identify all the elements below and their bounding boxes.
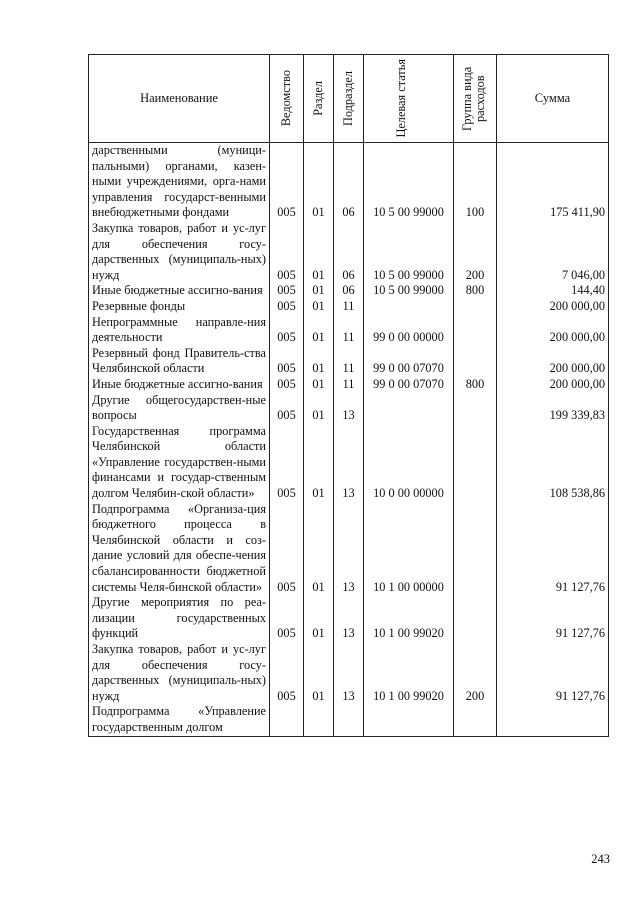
table-row [89, 704, 609, 736]
row-department: 005 [270, 595, 304, 642]
row-department: 005 [270, 346, 304, 377]
row-name: Подпрограмма «Организа-ция бюджетного процесса в Челябинской области и соз-дание условий для обеспе-чения сбалансированности бюджетной системы Челя-бинской области» [89, 502, 270, 596]
row-amount: 91 127,76 [497, 595, 609, 642]
header-target-item [364, 55, 454, 143]
row-target-item [364, 393, 454, 424]
row-department: 005 [270, 283, 304, 299]
page-number: 243 [591, 852, 610, 866]
row-name: Другие мероприятия по реа-лизации государственных функций [89, 595, 270, 642]
table-row [89, 346, 609, 377]
header-target-item-label: Целевая статья [393, 59, 408, 138]
table-row [89, 377, 609, 393]
table-row [89, 299, 609, 315]
row-target-item: 10 5 00 99000 [364, 283, 454, 299]
row-section: 01 [304, 502, 334, 596]
row-section: 01 [304, 299, 334, 315]
row-amount [497, 704, 609, 736]
row-target-item: 99 0 00 00000 [364, 315, 454, 346]
row-subsection: 13 [334, 595, 364, 642]
row-department: 005 [270, 424, 304, 502]
table-body [89, 143, 609, 737]
row-amount: 175 411,90 [497, 143, 609, 221]
row-amount: 7 046,00 [497, 221, 609, 283]
table-row [89, 283, 609, 299]
table-row [89, 221, 609, 283]
row-department: 005 [270, 315, 304, 346]
row-subsection: 06 [334, 283, 364, 299]
row-target-item: 10 5 00 99000 [364, 221, 454, 283]
row-amount: 200 000,00 [497, 299, 609, 315]
row-amount: 200 000,00 [497, 346, 609, 377]
row-expense-group [454, 315, 497, 346]
row-section: 01 [304, 642, 334, 704]
row-amount: 200 000,00 [497, 315, 609, 346]
row-amount: 144,40 [497, 283, 609, 299]
row-expense-group [454, 393, 497, 424]
row-section: 01 [304, 221, 334, 283]
row-amount: 91 127,76 [497, 642, 609, 704]
table-row [89, 502, 609, 596]
row-name: Закупка товаров, работ и ус-луг для обеспечения госу-дарственных (муниципаль-ных) нужд [89, 642, 270, 704]
row-amount: 108 538,86 [497, 424, 609, 502]
row-name: дарственными (муници-пальными) органами, казен-ными учреждениями, орга-нами управления государст-венными внебюджетными фондами [89, 143, 270, 221]
row-section: 01 [304, 283, 334, 299]
row-expense-group: 200 [454, 221, 497, 283]
row-expense-group [454, 595, 497, 642]
row-amount: 200 000,00 [497, 377, 609, 393]
row-department: 005 [270, 393, 304, 424]
row-subsection: 11 [334, 346, 364, 377]
row-subsection: 06 [334, 143, 364, 221]
row-amount: 199 339,83 [497, 393, 609, 424]
row-expense-group [454, 704, 497, 736]
row-department: 005 [270, 143, 304, 221]
row-name: Другие общегосударствен-ные вопросы [89, 393, 270, 424]
row-subsection [334, 704, 364, 736]
row-section [304, 704, 334, 736]
row-department: 005 [270, 377, 304, 393]
row-name: Непрограммные направле-ния деятельности [89, 315, 270, 346]
row-expense-group [454, 346, 497, 377]
header-subsection [334, 55, 364, 143]
row-target-item: 10 5 00 99000 [364, 143, 454, 221]
row-expense-group [454, 502, 497, 596]
row-subsection: 06 [334, 221, 364, 283]
budget-table [88, 54, 609, 737]
row-section: 01 [304, 393, 334, 424]
row-subsection: 13 [334, 393, 364, 424]
row-name: Государственная программа Челябинской области «Управление государствен-ными финансами и государ-ственным долгом Челябин-ской области» [89, 424, 270, 502]
header-amount: Сумма [497, 55, 609, 143]
table-row [89, 642, 609, 704]
row-name: Резервный фонд Правитель-ства Челябинской области [89, 346, 270, 377]
header-department-label: Ведомство [279, 70, 293, 127]
row-subsection: 11 [334, 299, 364, 315]
header-section [304, 55, 334, 143]
row-subsection: 13 [334, 642, 364, 704]
row-target-item: 10 1 00 00000 [364, 502, 454, 596]
row-target-item: 10 1 00 99020 [364, 642, 454, 704]
row-name: Иные бюджетные ассигно-вания [89, 283, 270, 299]
row-target-item [364, 299, 454, 315]
row-subsection: 13 [334, 424, 364, 502]
table-row [89, 595, 609, 642]
row-section: 01 [304, 143, 334, 221]
row-department: 005 [270, 299, 304, 315]
row-expense-group [454, 424, 497, 502]
row-section: 01 [304, 595, 334, 642]
row-name: Подпрограмма «Управление государственным долгом [89, 704, 270, 736]
row-target-item: 99 0 00 07070 [364, 377, 454, 393]
header-name: Наименование [89, 55, 270, 143]
row-expense-group: 800 [454, 377, 497, 393]
row-section: 01 [304, 424, 334, 502]
header-expense-group [454, 55, 497, 143]
row-amount: 91 127,76 [497, 502, 609, 596]
table-row [89, 315, 609, 346]
row-target-item: 10 0 00 00000 [364, 424, 454, 502]
table-row [89, 424, 609, 502]
table-row [89, 393, 609, 424]
row-department: 005 [270, 502, 304, 596]
row-target-item [364, 704, 454, 736]
row-name: Иные бюджетные ассигно-вания [89, 377, 270, 393]
row-subsection: 11 [334, 315, 364, 346]
table-header-row [89, 55, 609, 143]
row-target-item: 99 0 00 07070 [364, 346, 454, 377]
header-subsection-label: Подраздел [341, 70, 355, 127]
row-department: 005 [270, 221, 304, 283]
header-department [270, 55, 304, 143]
header-section-label: Раздел [311, 81, 325, 116]
row-subsection: 13 [334, 502, 364, 596]
row-section: 01 [304, 346, 334, 377]
row-expense-group: 800 [454, 283, 497, 299]
row-target-item: 10 1 00 99020 [364, 595, 454, 642]
row-expense-group: 100 [454, 143, 497, 221]
row-department [270, 704, 304, 736]
header-expense-group-label: Группа вида расходов [460, 66, 487, 131]
row-name: Закупка товаров, работ и ус-луг для обеспечения госу-дарственных (муниципаль-ных) нужд [89, 221, 270, 283]
row-subsection: 11 [334, 377, 364, 393]
row-name: Резервные фонды [89, 299, 270, 315]
row-section: 01 [304, 315, 334, 346]
row-expense-group: 200 [454, 642, 497, 704]
table-row [89, 143, 609, 221]
row-department: 005 [270, 642, 304, 704]
row-section: 01 [304, 377, 334, 393]
row-expense-group [454, 299, 497, 315]
